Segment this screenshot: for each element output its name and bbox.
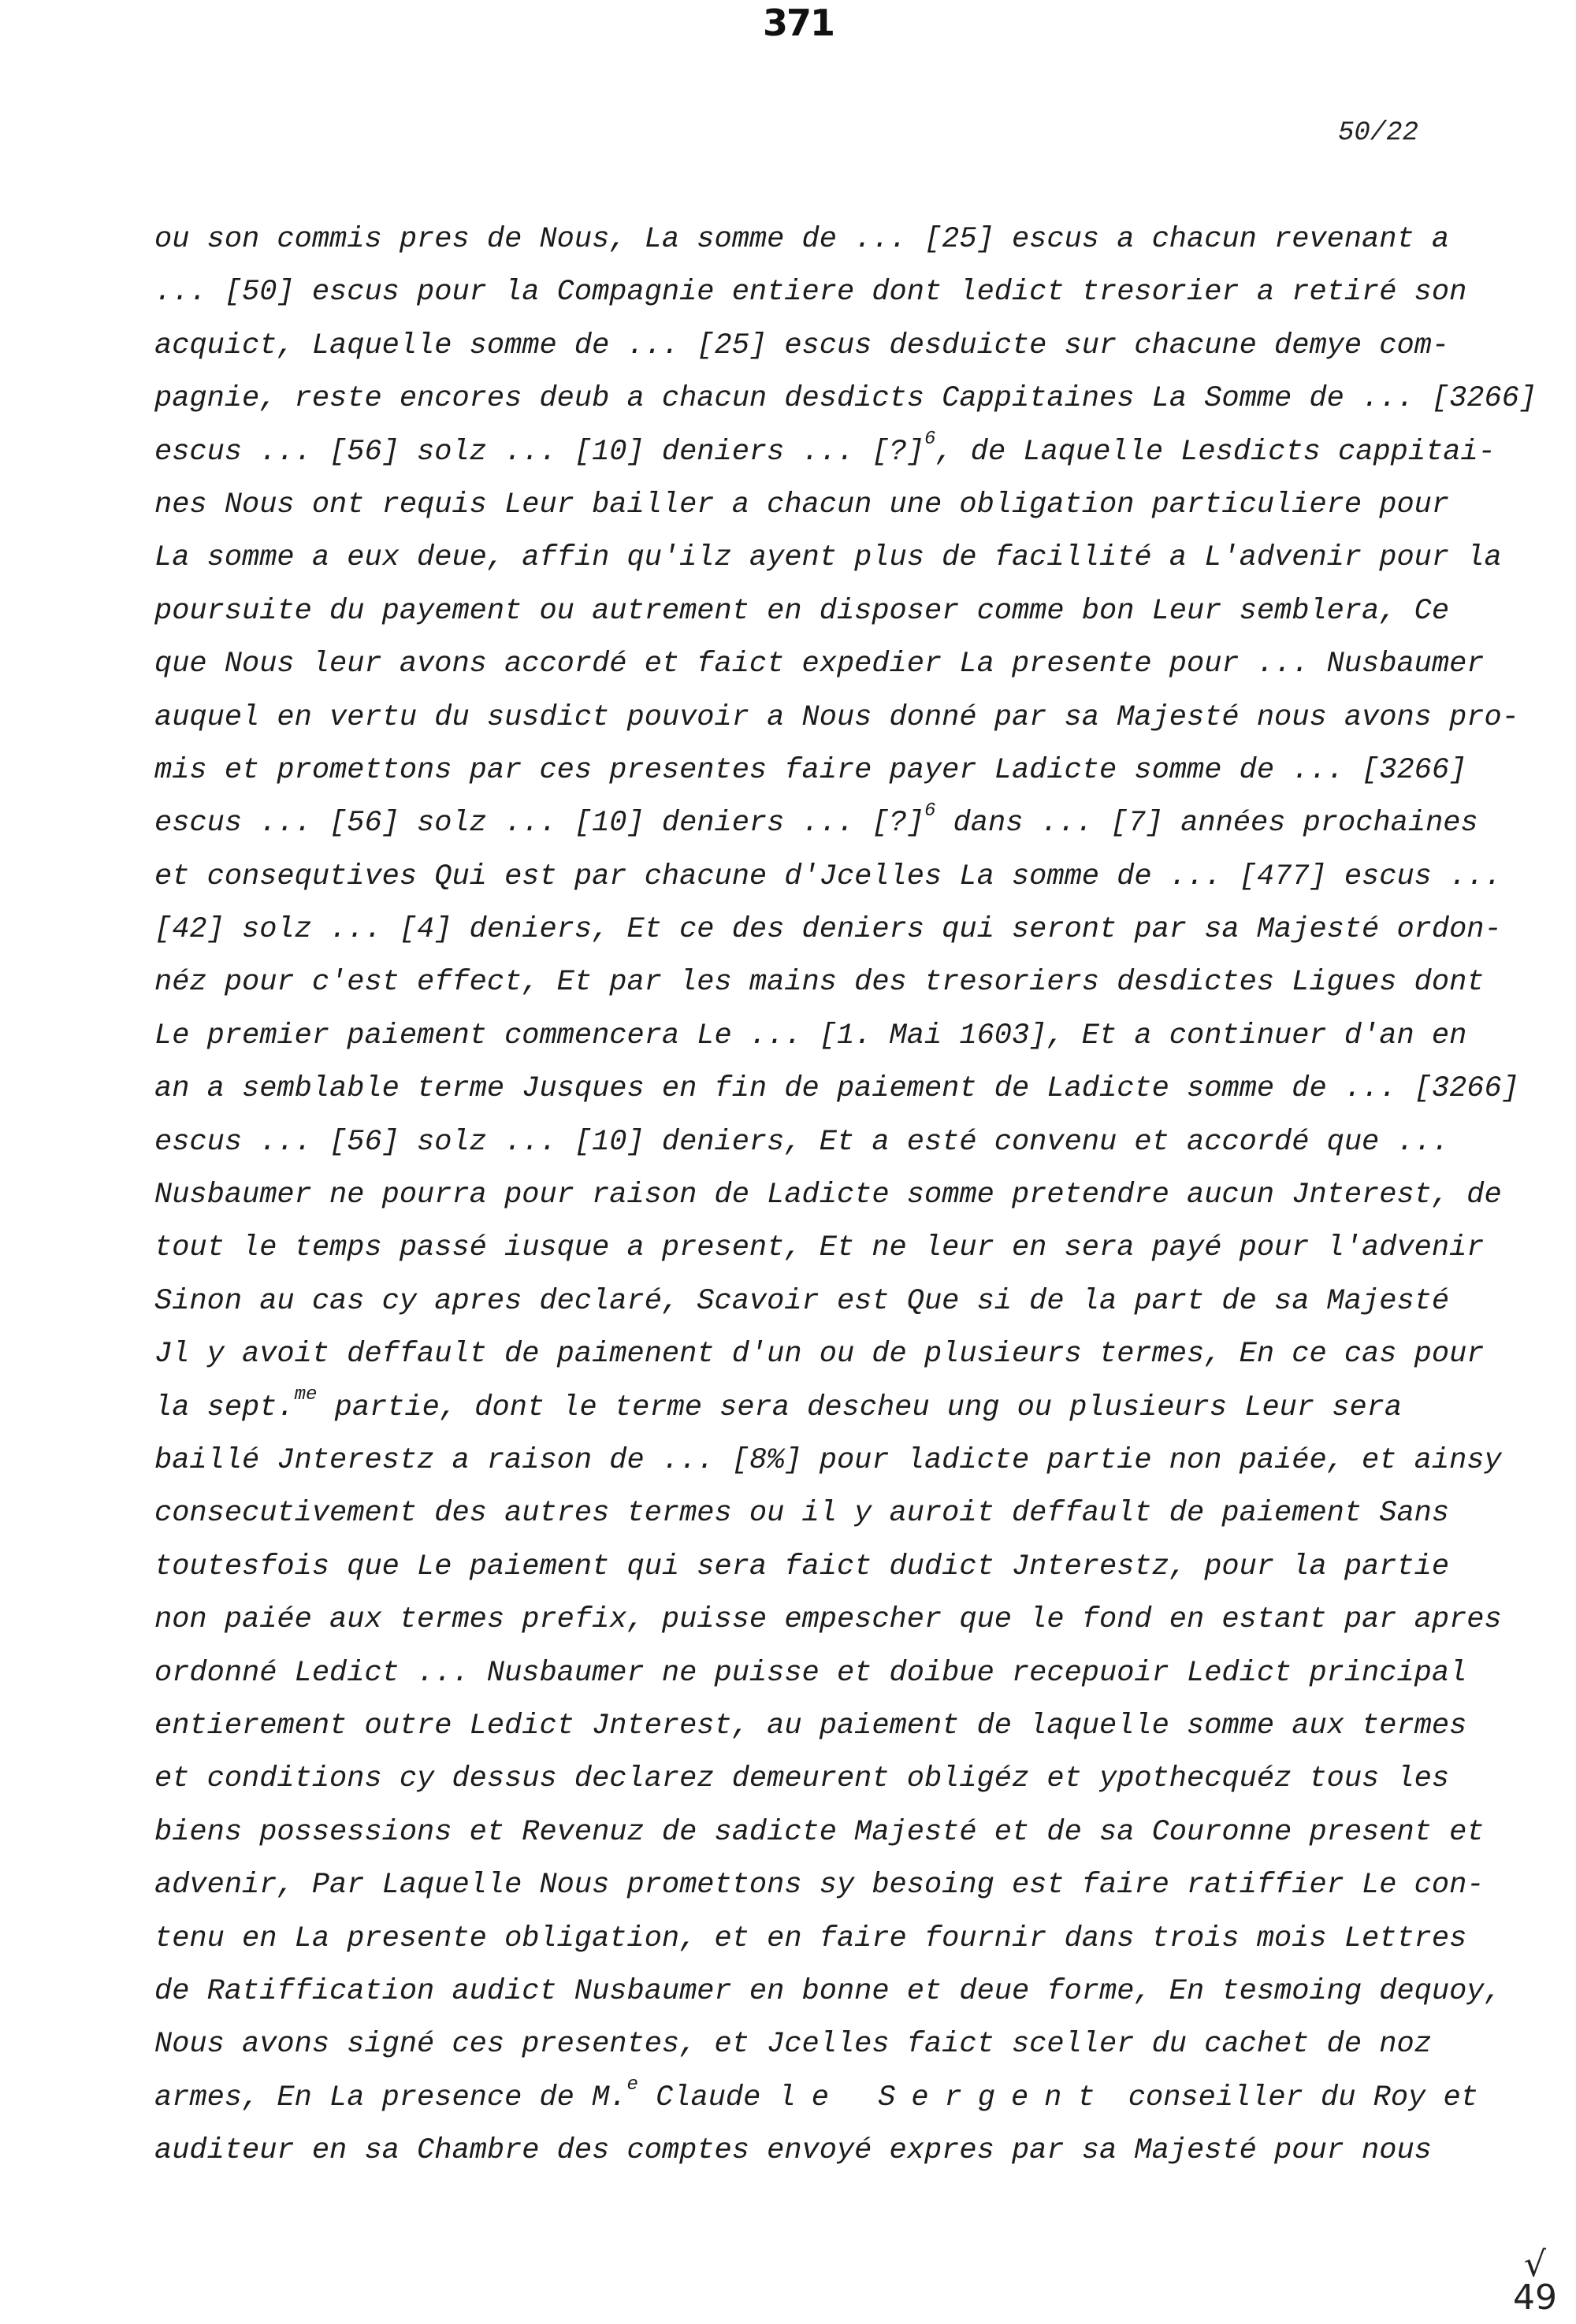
spaced-name: le Sergent — [778, 2081, 1111, 2114]
text-line: La somme a eux deue, affin qu'ilz ayent plus de facillité a L'advenir pour la — [154, 541, 1502, 575]
text-line: acquict, Laquelle somme de ... [25] escus desduicte sur chacune demye com- — [154, 329, 1450, 362]
text-line: baillé Jnterestz a raison de ... [8%] pour ladicte partie non paiée, et ainsy — [154, 1443, 1502, 1477]
text-line: ... [50] escus pour la Compagnie entiere dont ledict tresorier a retiré son — [154, 276, 1467, 310]
handwritten-margin-note — [1513, 2244, 1557, 2318]
text-line: armes, En La presence de M.$^e$ Claude le Sergent conseiller du Roy et — [154, 2074, 1478, 2114]
footnote-mark: 6 — [924, 800, 936, 822]
text-line: poursuite du payement ou autrement en disposer comme bon Leur semblera, Ce — [154, 594, 1450, 628]
text-line: et conditions cy dessus declarez demeurent obligéz et ypothecquéz tous les — [154, 1762, 1450, 1796]
text-line: ordonné Ledict ... Nusbaumer ne puisse et doibue recepuoir Ledict principal — [154, 1656, 1467, 1690]
text-line: Le premier paiement commencera Le ... [1. Mai 1603], Et a continuer d'an en — [154, 1019, 1467, 1052]
text-line: que Nous leur avons accordé et faict expedier La presente pour ... Nusbaumer — [154, 648, 1485, 681]
footnote-mark: 6 — [924, 429, 936, 451]
text-line: [42] solz ... [4] deniers, Et ce des deniers qui seront par sa Majesté ordon- — [154, 913, 1502, 947]
text-line: auditeur en sa Chambre des comptes envoyé expres par sa Majesté pour nous — [154, 2134, 1432, 2168]
check-mark-icon: √ — [1523, 2244, 1547, 2285]
text-line: tout le temps passé iusque a present, Et ne leur en sera payé pour l'advenir — [154, 1231, 1485, 1265]
text-line: biens possessions et Revenuz de sadicte Majesté et de sa Couronne present et — [154, 1815, 1485, 1849]
text-line: de Ratiffication audict Nusbaumer en bonne et deue forme, En tesmoing dequoy, — [154, 1974, 1502, 2008]
text-line: consecutivement des autres termes ou il y auroit deffault de paiement Sans — [154, 1497, 1450, 1531]
text-line: an a semblable terme Jusques en fin de paiement de Ladicte somme de ... [3266] — [154, 1072, 1519, 1106]
text-line: tenu en La presente obligation, et en faire fournir dans trois mois Lettres — [154, 1921, 1467, 1955]
text-line: escus ... [56] solz ... [10] deniers ... [?]$^6$ dans ... [7] années prochaines — [154, 800, 1478, 841]
text-line: Nusbaumer ne pourra pour raison de Ladicte somme pretendre aucun Jnterest, de — [154, 1179, 1502, 1212]
text-line: advenir, Par Laquelle Nous promettons sy besoing est faire ratiffier Le con- — [154, 1869, 1485, 1903]
superscript: me — [294, 1384, 318, 1406]
text-line: Nous avons signé ces presentes, et Jcelles faict sceller du cachet de noz — [154, 2028, 1432, 2062]
handwritten-page-number: 49 — [1513, 2278, 1557, 2318]
text-line: entierement outre Ledict Jnterest, au paiement de laquelle somme aux termes — [154, 1709, 1467, 1743]
text-line: nes Nous ont requis Leur bailler a chacun une obligation particuliere pour — [154, 488, 1450, 522]
text-line: non paiée aux termes prefix, puisse empescher que le fond en estant par apres — [154, 1603, 1502, 1637]
body-text — [154, 217, 1537, 2181]
text-line: et consequtives Qui est par chacune d'Jcelles La somme de ... [477] escus ... — [154, 859, 1502, 893]
text-line: pagnie, reste encores deub a chacun desdicts Cappitaines La Somme de ... [3266] — [154, 382, 1537, 416]
text-line: Jl y avoit deffault de paimenent d'un ou de plusieurs termes, En ce cas pour — [154, 1338, 1485, 1372]
superscript: e — [626, 2074, 638, 2096]
text-line: escus ... [56] solz ... [10] deniers ... [?]$^6$, de Laquelle Lesdicts cappitai- — [154, 429, 1496, 469]
text-line: néz pour c'est effect, Et par les mains des tresoriers desdictes Ligues dont — [154, 966, 1485, 1000]
handwritten-folio-number: 371 — [763, 2, 834, 44]
text-line: auquel en vertu du susdict pouvoir a Nous donné par sa Majesté nous avons pro- — [154, 700, 1519, 734]
text-line: escus ... [56] solz ... [10] deniers, Et a esté convenu et accordé que ... — [154, 1125, 1450, 1159]
text-line: la sept.$^{me}$ partie, dont le terme sera descheu ung ou plusieurs Leur sera — [154, 1384, 1403, 1424]
page-reference: 50/22 — [1337, 118, 1418, 148]
text-line: ou son commis pres de Nous, La somme de ... [25] escus a chacun revenant a — [154, 223, 1450, 256]
text-line: toutesfois que Le paiement qui sera faict dudict Jnterestz, pour la partie — [154, 1550, 1450, 1583]
text-line: Sinon au cas cy apres declaré, Scavoir est Que si de la part de sa Majesté — [154, 1284, 1450, 1318]
text-line: mis et promettons par ces presentes faire payer Ladicte somme de ... [3266] — [154, 753, 1467, 787]
